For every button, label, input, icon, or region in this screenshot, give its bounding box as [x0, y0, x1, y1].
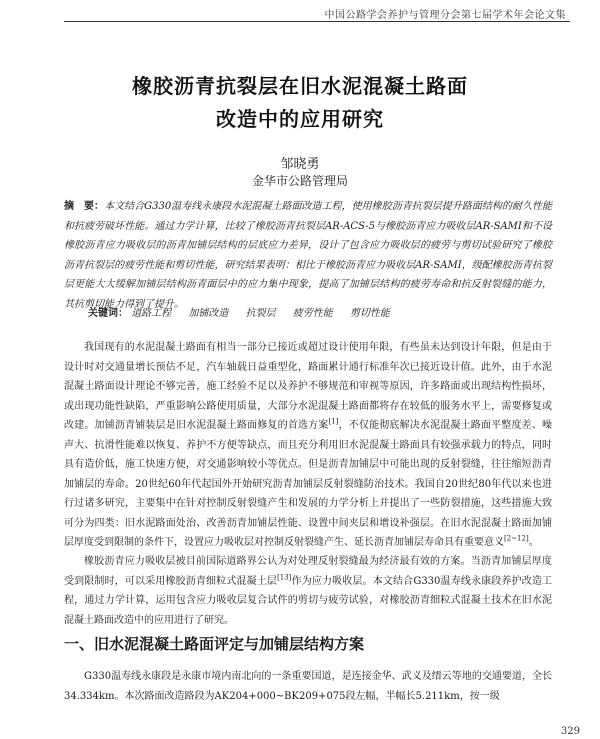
paragraph-text: G330温寿线永康段是永康市境内南北向的一条重要国道，是连接金华、武义及缙云等地的交通要道，全长34.334km。本次路面改造路段为AK204+000~BK209+075段左幅，半幅长5.211km，按一级: [64, 671, 552, 702]
citation: [2~12]: [504, 534, 529, 543]
paragraph-text: 我国现有的水泥混凝土路面有相当一部分已接近或超过设计使用年限，有些虽未达到设计年限，但是由于设计时对交通量增长预估不足，汽车轴载日益重型化，路面累计通行标准年次已接近设计值。此外，由于水泥混凝土路面设计理论不够完善，施工经验不足以及养护不够规范和审视等原因，许多路面或出现结构性损坏，或出现功能性缺陷，严重影响公路使用质量，大部分水泥混凝土路面都将存在较低的服务水平上，需要修复或改建。加铺沥青铺装层是旧水泥混凝土路面修复的首选方案: [64, 342, 552, 431]
keywords: [88, 304, 548, 319]
citation: [13]: [277, 573, 292, 582]
citation: [1]: [328, 417, 339, 426]
abstract: [64, 197, 552, 314]
paragraph-text: ，不仅能彻底解决水泥混凝土路面平整度差、噪声大、抗滑性能难以恢复、养护不方便等缺点，而且充分利用旧水泥混凝土路面具有较强承载力的特点，同时具有造价低，施工快速方便，对交通影响较小等优点。但是沥青加铺层中可能出现的反射裂缝，往往缩短沥青加铺层的寿命。20世纪60年代起国外开始研究沥青加铺层反射裂缝防治技术。我国自20世纪80年代以来也进行过诸多研究，主要集中在针对控制反射裂缝产生和发展的力学分析上并提出了一些防裂措施，这些措施大致可分为四类：旧水泥路面处治、改善沥青加铺层性能、设置中间夹层和增设补强层。在旧水泥混凝土路面加铺层厚度受到限制的条件下，设置应力吸收层对控制反射裂缝产生、延长沥青加铺层寿命具有重要意义: [64, 420, 552, 548]
paragraph-text: 橡胶沥青应力吸收层被目前国际道路界公认为对处理反射裂缝最为经济最有效的方案。当沥青加铺层厚度受到限制时，可以采用橡胶沥青细粒式混凝土层: [64, 556, 552, 587]
keywords-label: 关键词：: [88, 308, 128, 319]
running-header: 中国公路学会养护与管理分会第七届学术年会论文集: [324, 10, 566, 21]
keyword: 抗裂层: [245, 308, 276, 319]
keyword: 疲劳性能: [292, 308, 333, 319]
paper-title-line2: 改造中的应用研究: [216, 107, 384, 131]
section-heading: 一、旧水泥混凝土路面评定与加铺层结构方案: [64, 635, 365, 653]
keyword: 剪切性能: [349, 308, 390, 319]
paper-title-line1: 橡胶沥青抗裂层在旧水泥混凝土路面: [132, 74, 468, 98]
body-paragraph-2: [64, 552, 552, 630]
paragraph-text: 作为应力吸收层。本文结合G330温寿线永康段养护改造工程，通过力学计算，运用包含应力吸收层复合试件的剪切与疲劳试验，对橡胶沥青细粒式混凝土技术在旧水泥混凝土路面改造中的应用进行了研究。: [64, 575, 553, 626]
keyword: 加铺改造: [188, 308, 229, 319]
abstract-text: 本文结合G330温寿线永康段水泥混凝土路面改造工程，使用橡胶沥青抗裂层提升路面结构的耐久性能和抗疲劳破坏性能。通过力学计算，比较了橡胶沥青抗裂层AR-ACS-5与橡胶沥青应力吸收层AR-SAMI和不设橡胶沥青应力吸收层的沥青加铺层结构的层底应力差异，设计了包含应力吸收层的疲劳与剪切试验研究了橡胶沥青抗裂层的疲劳性能和剪切性能，研究结果表明：相比于橡胶沥青应力吸收层AR-SAMI，级配橡胶沥青抗裂层更能大大缓解加铺层结构沥青面层中的应力集中现象，提高了加铺层结构的疲劳寿命和抗反射裂缝的能力，其抗剪切能力得到了提升。: [64, 201, 553, 310]
body-paragraph-3: [64, 667, 552, 706]
header-rule: [64, 21, 570, 22]
body-paragraph-1: 我国现有的水泥混凝土路面有相当一部分已接近或超过设计使用年限，有些虽未达到设计年限，但是由于设计时对交通量增长预估不足，汽车轴载日益重型化，路面累计通行标准年次已接近设计值。此外，由于水泥混凝土路面设计理论不够完善，施工经验不足以及养护不够规范和审视等原因，许多路面或出现结构性损坏，或出现功能性缺陷，严重影响公路使用质量，大部分水泥混凝土路面都将存在较低的服务水平上，需要修复或改建。加铺沥青铺装层是旧水泥混凝土路面修复的首选方案[1]，不仅能彻底解决水泥混凝土路面平整度差、噪声大、抗滑性能难以恢复、养护不方便等缺点，而且充分利用旧水泥混凝土路面具有较强承载力的特点，同时具有造价低，施工快速方便，对交通影响较小等优点。但是沥青加铺层中可能出现的反射裂缝，往往缩短沥青加铺层的寿命。20世纪60年代起国外开始研究沥青加铺层反射裂缝防治技术。我国自20世纪80年代以来也进行过诸多研究，主要集中在针对控制反射裂缝产生和发展的力学分析上并提出了一些防裂措施，这些措施大致可分为四类：旧水泥路面处治、改善沥青加铺层性能、设置中间夹层和增设补强层。在旧水泥混凝土路面加铺层厚度受到限制的条件下，设置应力吸收层对控制反射裂缝产生、延长沥青加铺层寿命具有重要意义[2~12]。: [64, 342, 552, 548]
abstract-label: 摘 要：: [64, 201, 105, 212]
affiliation: 金华市公路管理局: [251, 174, 348, 188]
author: 邹晓勇: [280, 157, 320, 172]
page-number: 329: [560, 726, 580, 737]
keyword: 道路工程: [131, 308, 172, 319]
